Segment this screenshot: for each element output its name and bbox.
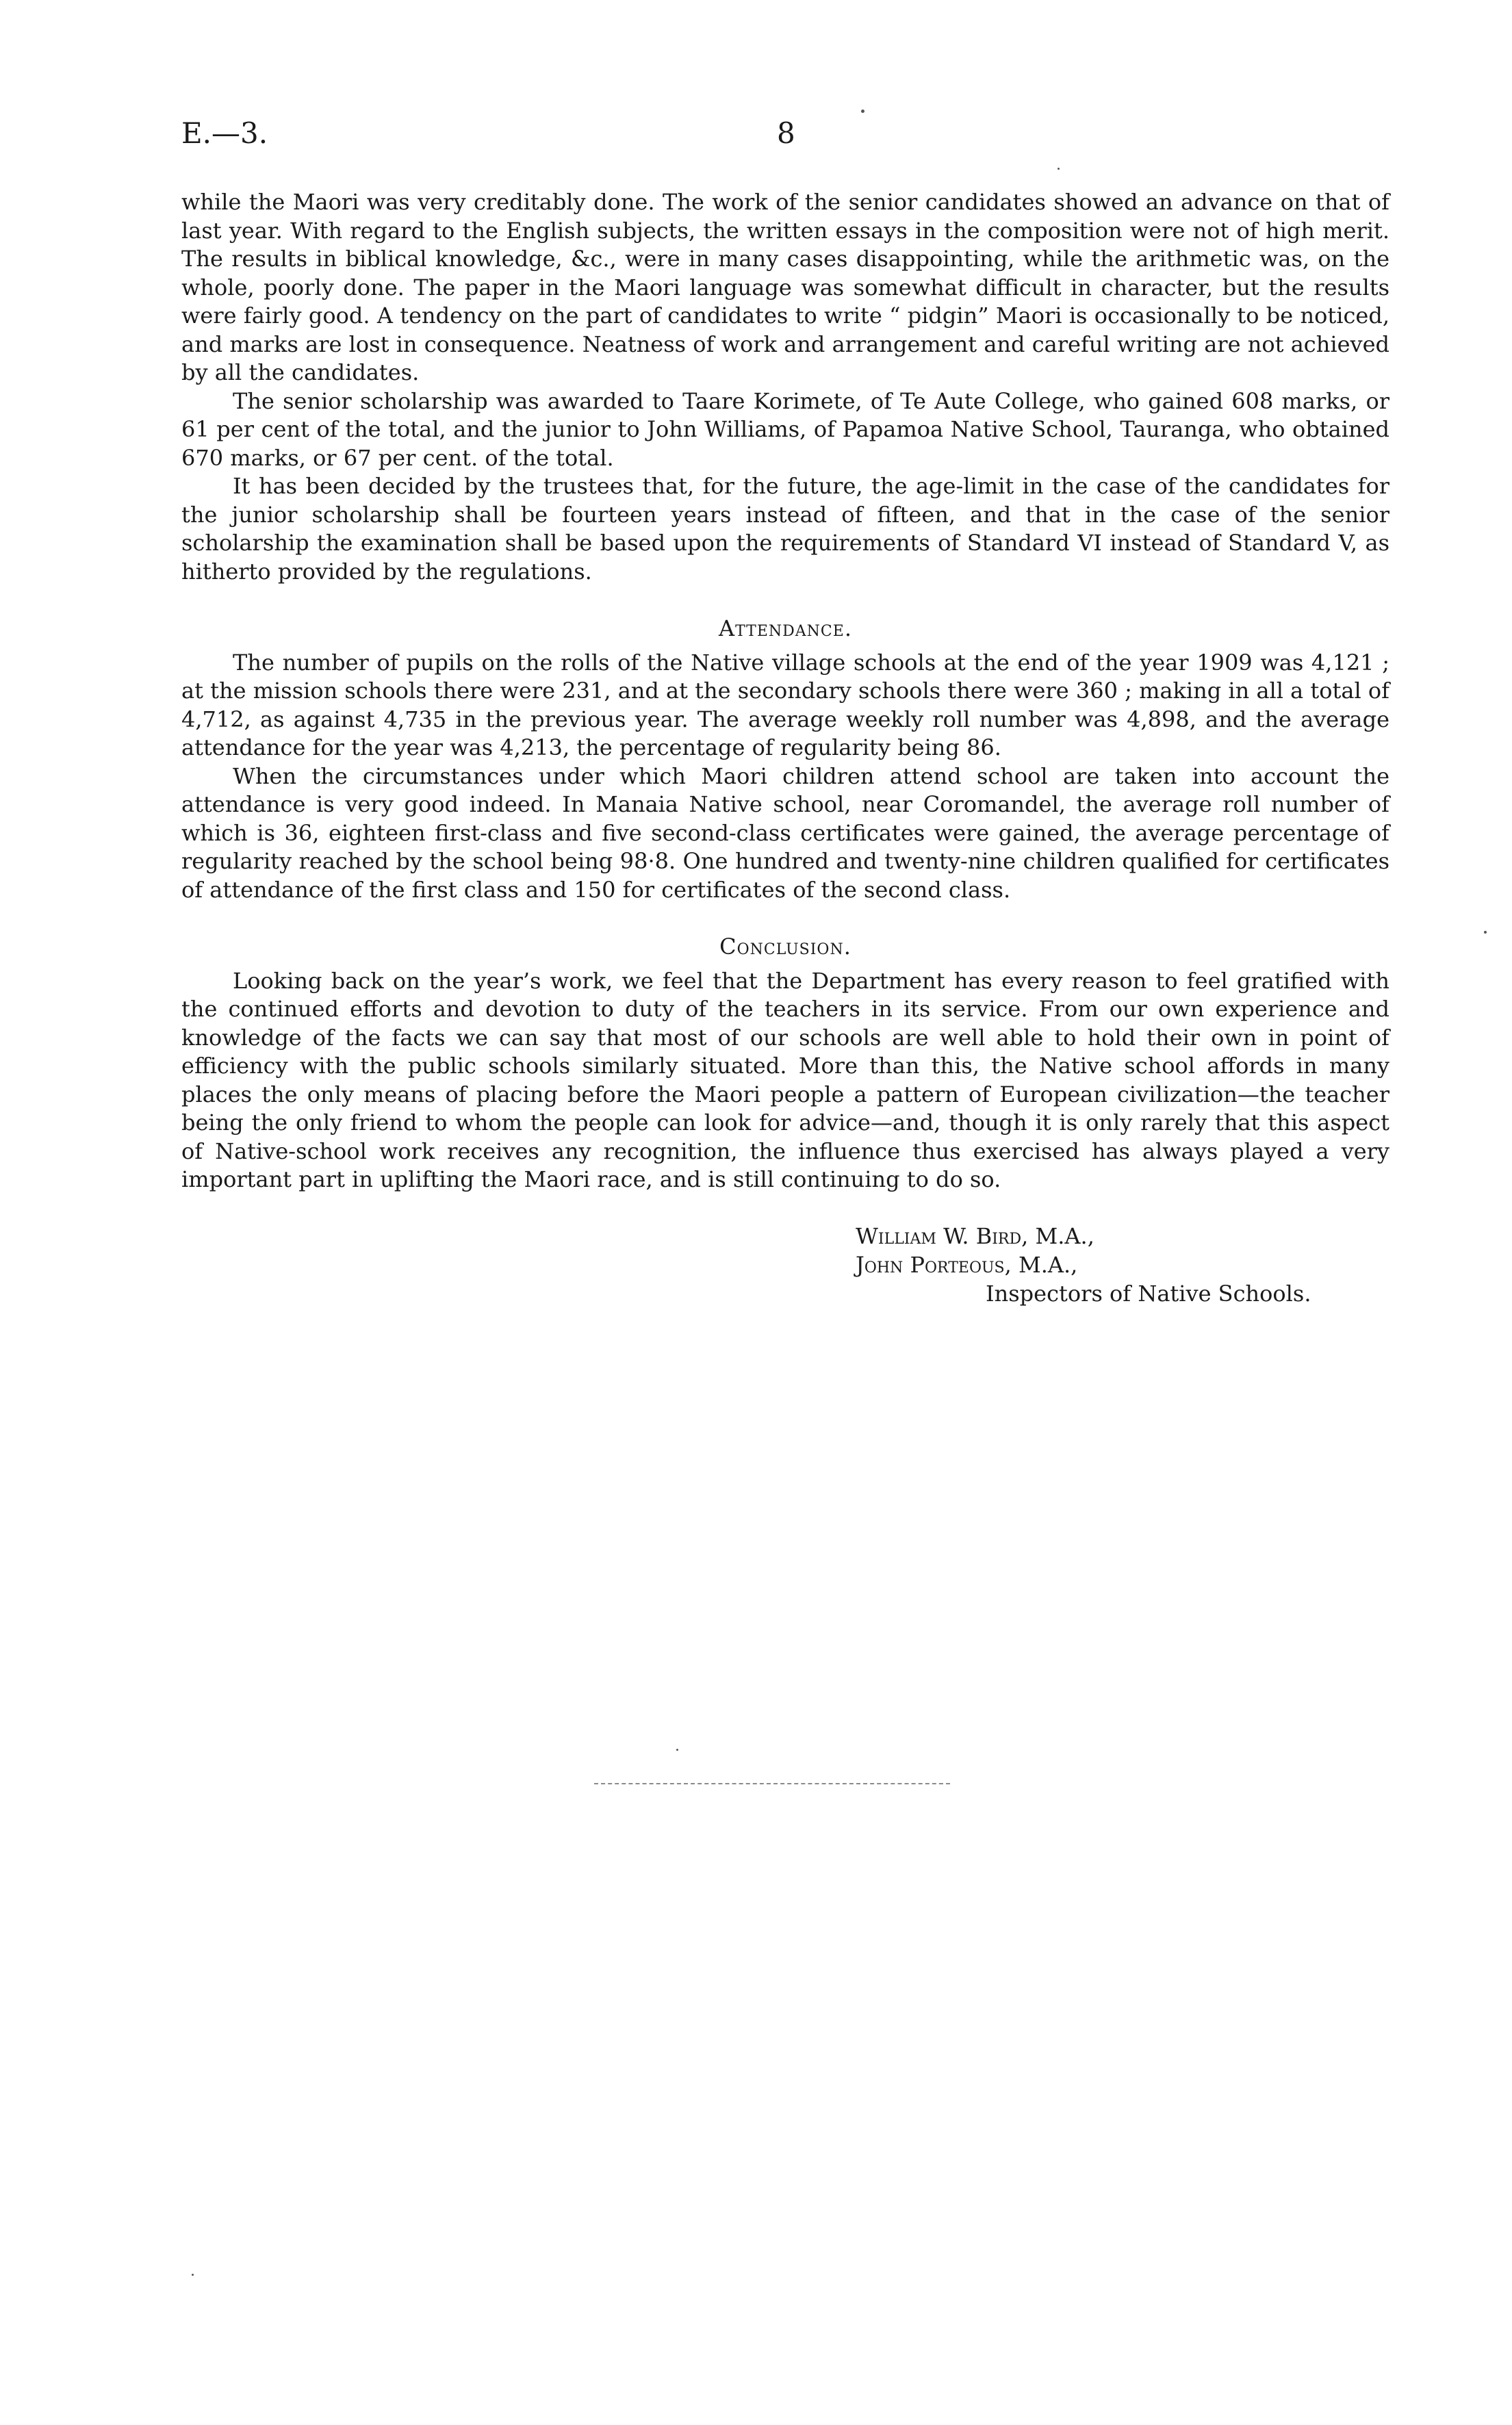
- signatory-title: Inspectors of Native Schools.: [986, 1280, 1311, 1307]
- paragraph-attendance-2: When the circumstances under which Maori children attend school are taken into account the attendance is very good indeed. In Manaia Native school, near Coromandel, the average roll number of which is 36, eighteen first-class and five second-class certificates were gained, the average percentage of regularity reached by the school being 98·8. One hundred and twenty-nine children qualified for certificates of attendance of the first class and 150 for certificates of the second class.: [181, 762, 1389, 903]
- scan-speck: [1484, 931, 1487, 934]
- scan-speck: [1058, 168, 1060, 170]
- paragraph-intro-1: while the Maori was very creditably done. The work of the senior candidates showed an advance on that of last year. With regard to the English subjects, the written essays in the composition were not of high merit. The results in biblical knowledge, &c., were in many cases disappointing, while the arithmetic was, on the whole, poorly done. The paper in the Maori language was somewhat difficult in character, but the results were fairly good. A tendency on the part of candidates to write “ pidgin” Maori is occasionally to be noticed, and marks are lost in consequence. Neatness of work and arrangement and careful writing are not achieved by all the candidates.: [181, 189, 1389, 385]
- page-number: 8: [777, 116, 795, 150]
- signatory-bird: William W. Bird, M.A.,: [856, 1222, 1094, 1249]
- conclusion-heading: Conclusion.: [719, 934, 851, 960]
- signatory-porteous: John Porteous, M.A.,: [856, 1251, 1078, 1278]
- attendance-heading: Attendance.: [718, 615, 852, 641]
- closing-rule: [594, 1783, 950, 1784]
- signature-block: [856, 1222, 1389, 1308]
- scan-speck: [192, 2274, 194, 2276]
- paragraph-attendance-1: The number of pupils on the rolls of the Native village schools at the end of the year 1909 was 4,121 ; at the mission schools there were 231, and at the secondary schools there were 360 ; making in all a total of 4,712, as against 4,735 in the previous year. The average weekly roll number was 4,898, and the average attendance for the year was 4,213, the percentage of regularity being 86.: [181, 649, 1389, 760]
- scan-speck: [861, 110, 864, 113]
- paragraph-conclusion-1: Looking back on the year’s work, we feel that the Department has every reason to feel gratified with the continued efforts and devotion to duty of the teachers in its service. From our own experience and knowledge of the facts we can say that most of our schools are well able to hold their own in point of efficiency with the public schools similarly situated. More than this, the Native school affords in many places the only means of placing before the Maori people a pattern of European civilization—the teacher being the only friend to whom the people can look for advice—and, though it is only rarely that this aspect of Native-school work receives any recognition, the influence thus exercised has always played a very important part in uplifting the Maori race, and is still continuing to do so.: [181, 967, 1389, 1192]
- body-text: [181, 188, 1389, 1308]
- paragraph-intro-3: It has been decided by the trustees that, for the future, the age-limit in the case of the candidates for the junior scholarship shall be fourteen years instead of fifteen, and that in the case of the senior scholarship the examination shall be based upon the requirements of Standard VI instead of Standard V, as hitherto provided by the regulations.: [181, 473, 1389, 585]
- scan-speck: [676, 1749, 678, 1751]
- document-reference: E.—3.: [181, 116, 268, 150]
- page-header: [181, 116, 1389, 157]
- paragraph-intro-2: The senior scholarship was awarded to Taare Korimete, of Te Aute College, who gained 608 marks, or 61 per cent of the total, and the junior to John Williams, of Papamoa Native School, Tauranga, who obtained 670 marks, or 67 per cent. of the total.: [181, 387, 1389, 471]
